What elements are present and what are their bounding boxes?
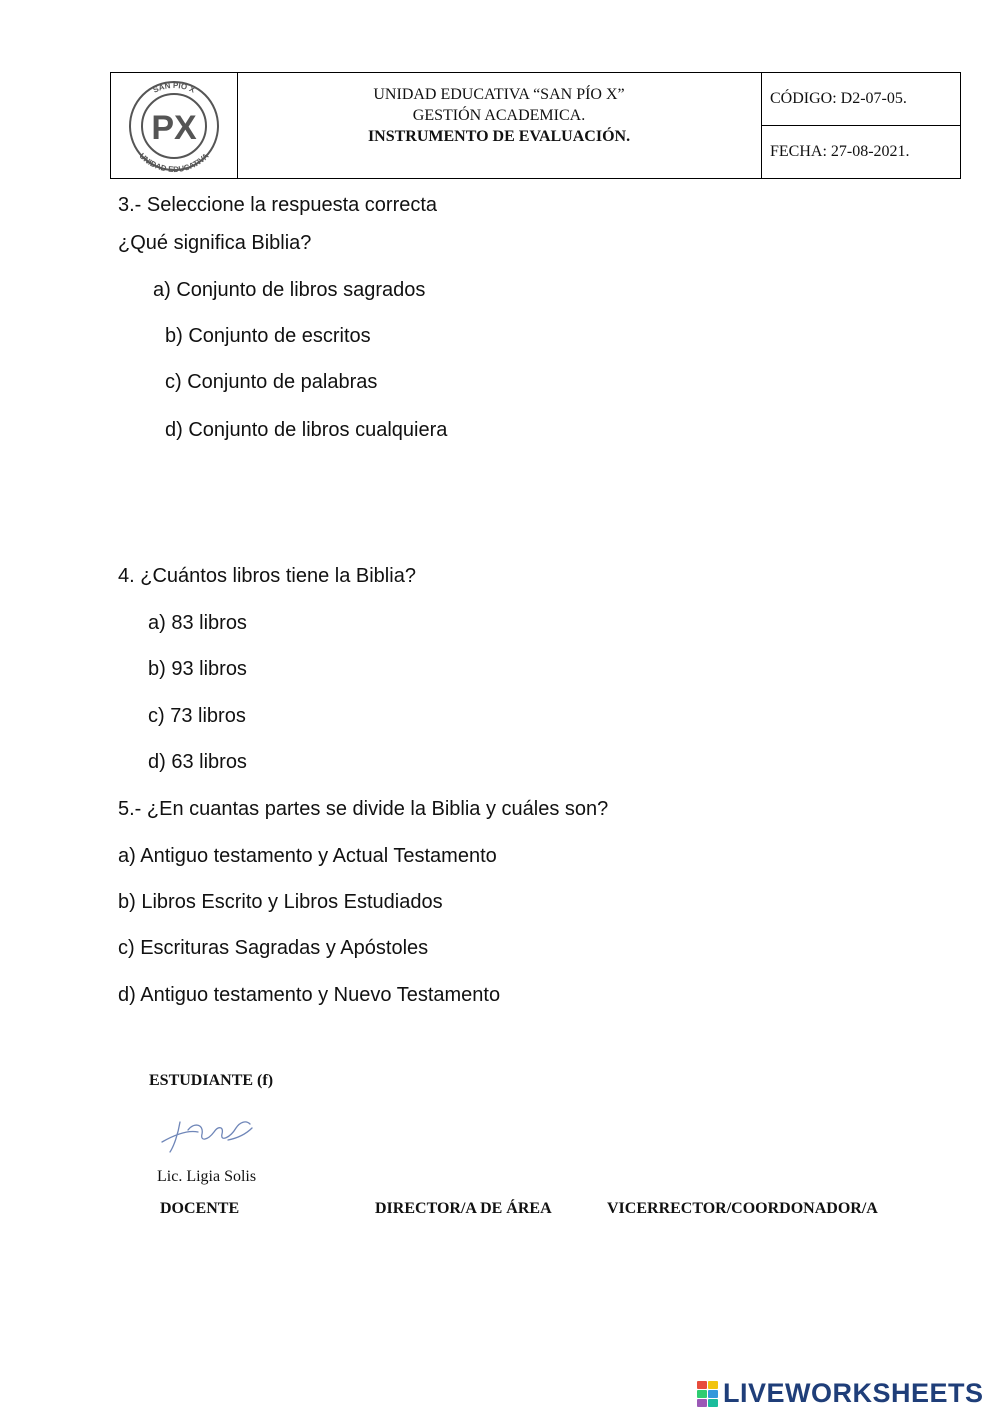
q4-option-a[interactable]: a) 83 libros xyxy=(148,612,247,634)
q5-option-b[interactable]: b) Libros Escrito y Libros Estudiados xyxy=(118,891,443,913)
logo-bottom-text: UNIDAD EDUCATIVA xyxy=(137,151,211,175)
q4-option-d[interactable]: d) 63 libros xyxy=(148,751,247,773)
q4-option-c[interactable]: c) 73 libros xyxy=(148,705,246,727)
header-title-cell xyxy=(237,73,762,178)
teacher-signature xyxy=(158,1112,258,1156)
header-table xyxy=(110,72,961,179)
teacher-name: Lic. Ligia Solis xyxy=(157,1168,257,1185)
liveworksheets-logo-icon xyxy=(697,1381,719,1407)
teacher-role: DOCENTE xyxy=(160,1200,240,1217)
logo-cell xyxy=(111,73,238,178)
school-logo xyxy=(111,73,237,178)
vice-role: VICERRECTOR/COORDONADOR/A xyxy=(607,1200,878,1217)
logo-monogram: PX xyxy=(151,109,197,147)
svg-text:SAN PIO X xyxy=(152,81,197,95)
liveworksheets-text: LIVEWORKSHEETS xyxy=(723,1378,984,1408)
svg-text:UNIDAD EDUCATIVA xyxy=(138,151,211,174)
header-department: GESTIÓN ACADEMICA. xyxy=(412,107,586,124)
q4-option-b[interactable]: b) 93 libros xyxy=(148,658,247,680)
document-date: FECHA: 27-08-2021. xyxy=(770,143,910,160)
q3-instruction: 3.- Seleccione la respuesta correcta xyxy=(118,194,438,216)
q3-option-b[interactable]: b) Conjunto de escritos xyxy=(165,325,371,347)
header-meta-cell xyxy=(761,73,960,178)
q4-question: 4. ¿Cuántos libros tiene la Biblia? xyxy=(118,565,416,587)
liveworksheets-watermark xyxy=(697,1378,984,1409)
document-code: CÓDIGO: D2-07-05. xyxy=(770,90,907,107)
q3-option-a[interactable]: a) Conjunto de libros sagrados xyxy=(153,279,426,301)
logo-top-text: SAN PIO X xyxy=(151,80,197,95)
q5-question: 5.- ¿En cuantas partes se divide la Biblia y cuáles son? xyxy=(118,798,609,820)
q5-option-d[interactable]: d) Antiguo testamento y Nuevo Testamento xyxy=(118,984,501,1006)
q3-option-c[interactable]: c) Conjunto de palabras xyxy=(165,371,378,393)
q3-question: ¿Qué significa Biblia? xyxy=(118,232,312,254)
header-school-name: UNIDAD EDUCATIVA “SAN PÍO X” xyxy=(373,86,625,103)
code-cell xyxy=(761,73,960,126)
header-document-title: INSTRUMENTO DE EVALUACIÓN. xyxy=(367,128,631,145)
director-role: DIRECTOR/A DE ÁREA xyxy=(375,1200,552,1217)
q5-option-c[interactable]: c) Escrituras Sagradas y Apóstoles xyxy=(118,937,429,959)
q3-option-d[interactable]: d) Conjunto de libros cualquiera xyxy=(165,419,448,441)
student-signature-label: ESTUDIANTE (f) xyxy=(149,1072,274,1089)
q5-option-a[interactable]: a) Antiguo testamento y Actual Testamento xyxy=(118,845,497,867)
